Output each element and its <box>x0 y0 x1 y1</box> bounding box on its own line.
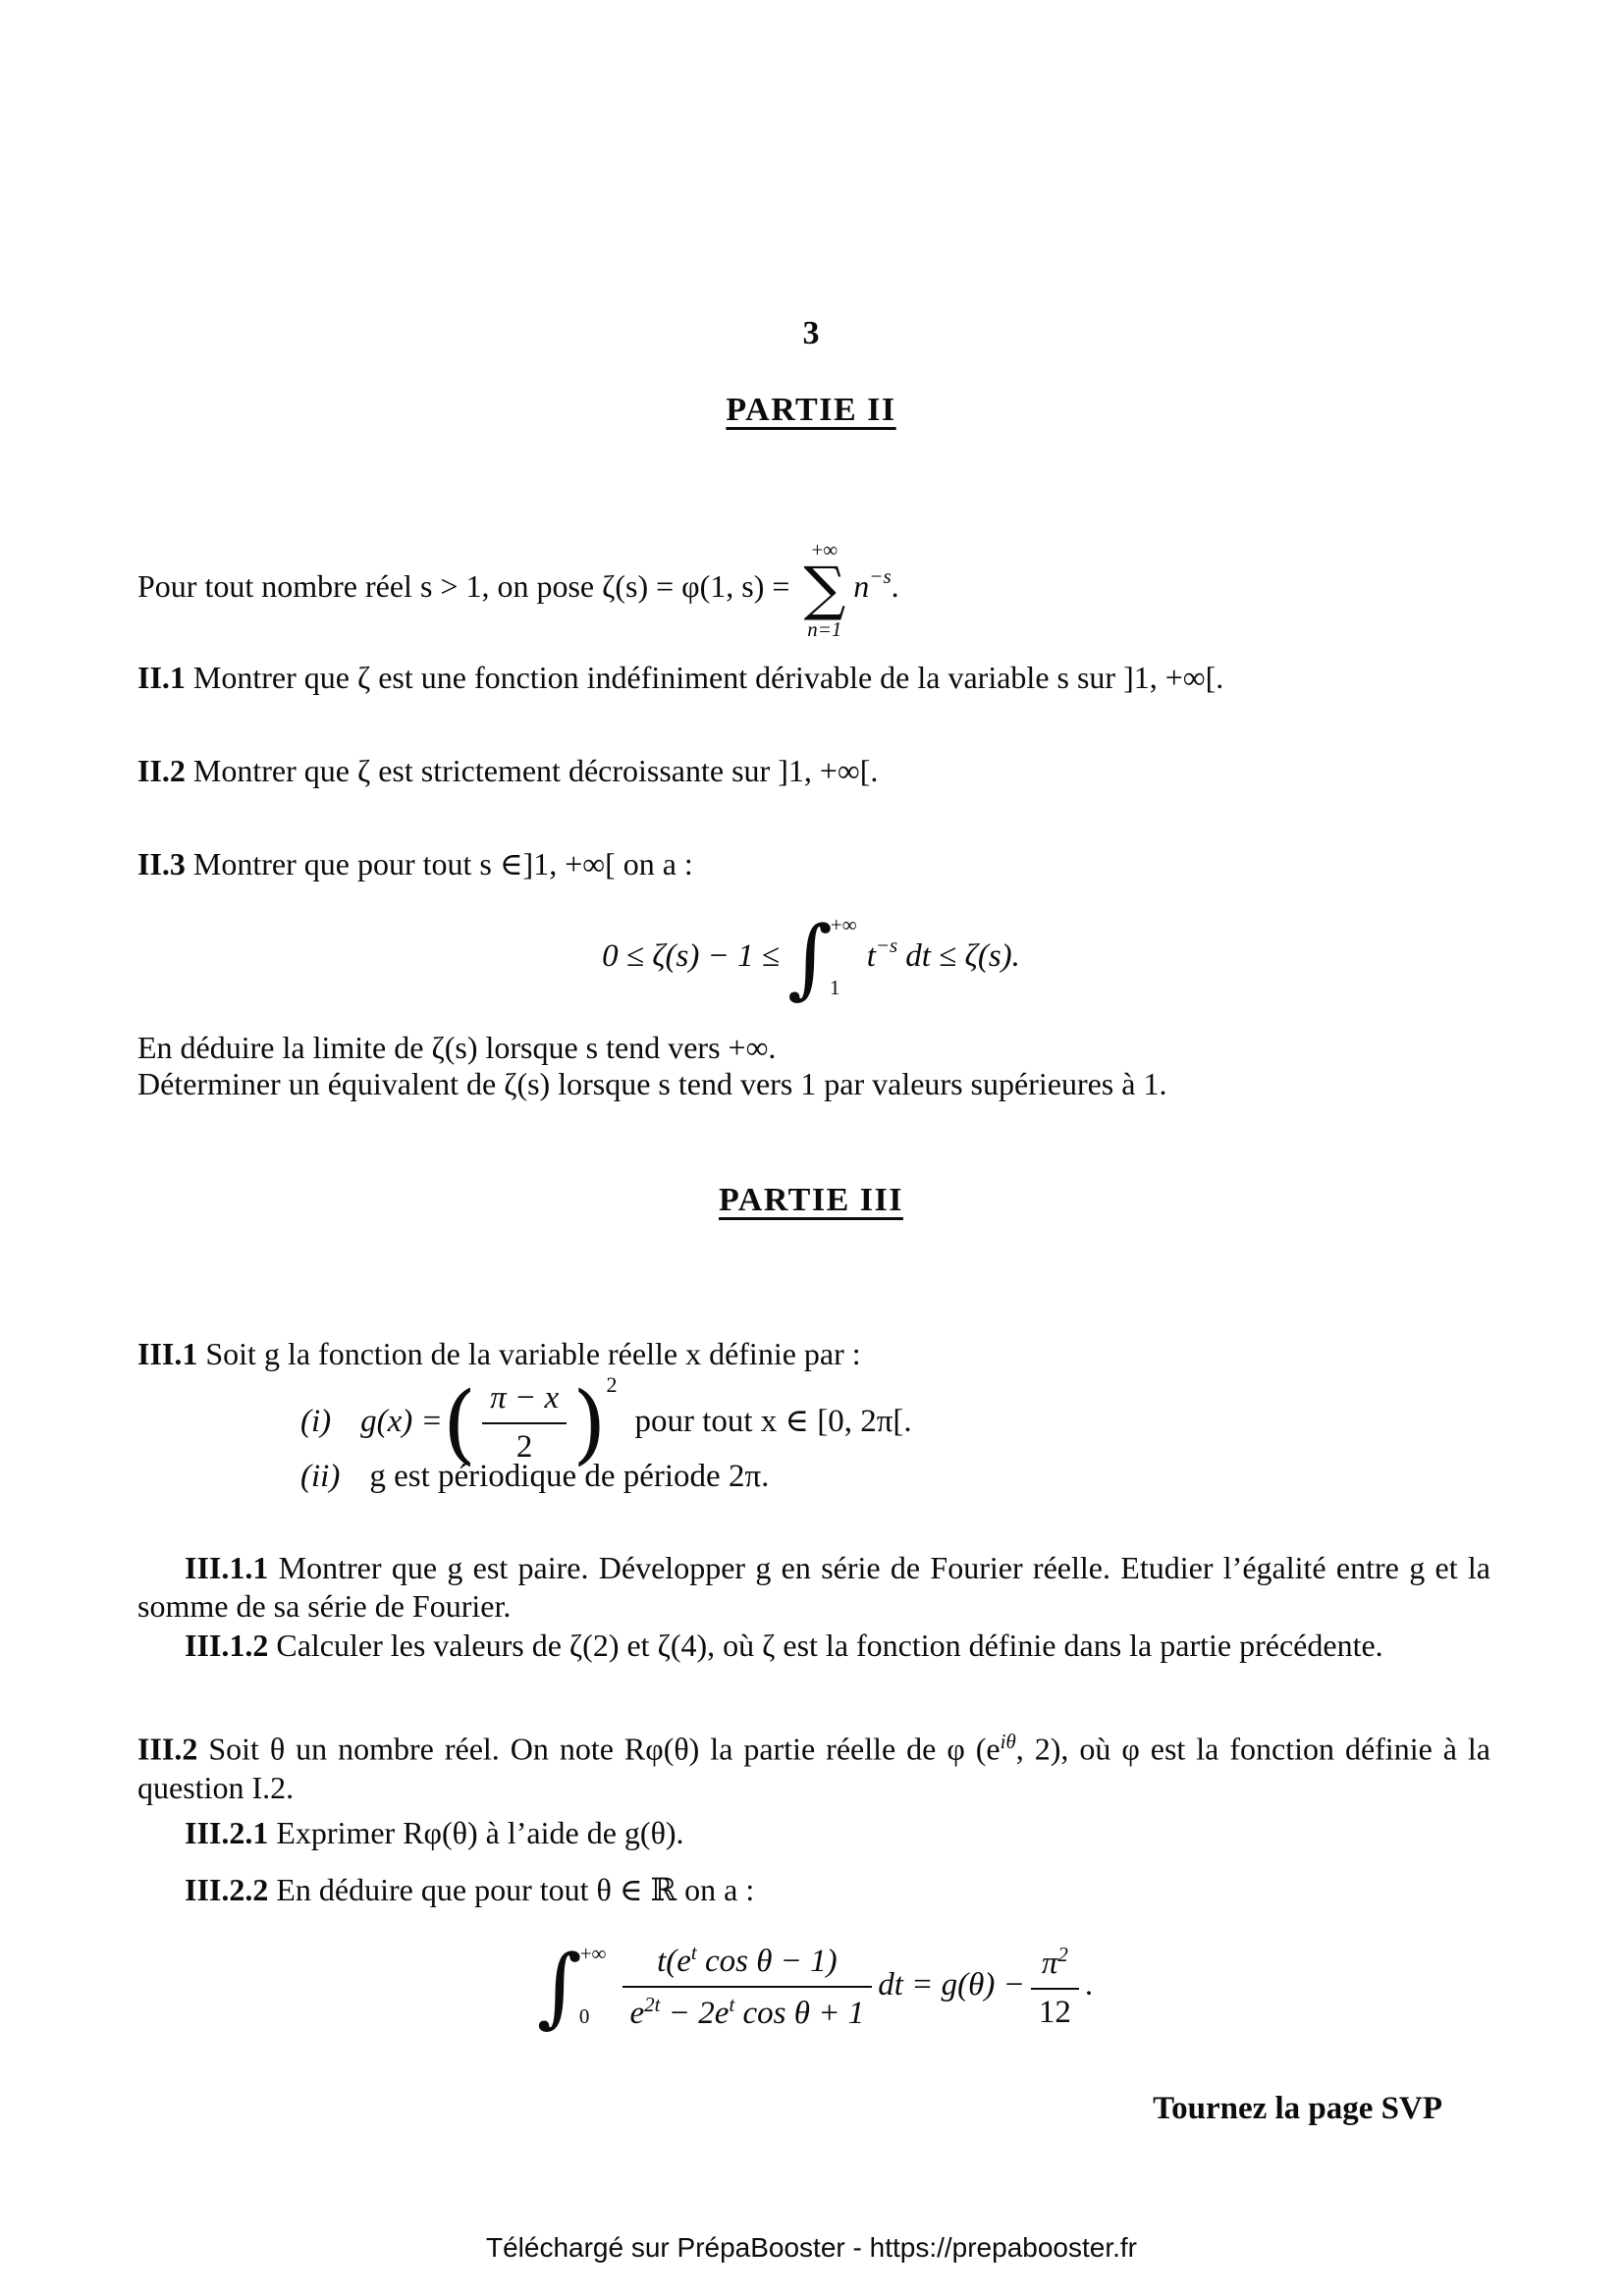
fraction-denominator: 2 <box>482 1422 567 1467</box>
download-footer: Téléchargé sur PrépaBooster - https://prepabooster.fr <box>485 2232 1138 2263</box>
e-exponent: iθ <box>1000 1730 1016 1753</box>
turn-page-note: Tournez la page SVP <box>1153 2091 1442 2126</box>
part2-title: PARTIE II <box>726 392 896 428</box>
final-fraction <box>622 1941 873 2033</box>
inequality-lhs: 0 ≤ ζ(s) − 1 ≤ <box>602 937 780 974</box>
fraction-pi-minus-x <box>482 1380 567 1467</box>
page-number: 3 <box>802 315 820 351</box>
integral-limits <box>830 911 857 1006</box>
integral-group <box>787 907 857 1008</box>
question-III-2-text-before: Soit θ un nombre réel. On note Rφ(θ) la partie réelle de φ (e <box>208 1731 1001 1767</box>
definition-ii-text: g est périodique de période 2π. <box>369 1459 770 1494</box>
sum-term-exponent: −s <box>869 563 892 588</box>
integrand-base: t <box>866 937 876 974</box>
sum-operator <box>803 538 845 641</box>
question-III-1-text: Soit g la fonction de la variable réelle x définie par : <box>205 1336 861 1371</box>
definition-i <box>300 1372 912 1474</box>
question-II-3-text: Montrer que pour tout s ∈]1, +∞[ on a : <box>192 846 693 881</box>
left-paren: ( <box>442 1372 477 1474</box>
intro-text: Pour tout nombre réel s > 1, on pose ζ(s) = φ(1, s) = <box>137 567 790 604</box>
question-II-2-label: II.2 <box>137 753 186 788</box>
final-lower-limit: 0 <box>578 2003 590 2028</box>
display-formula-final <box>137 1936 1485 2037</box>
final-fraction-numerator: $t(e^t$ cos θ − 1) <box>657 1941 838 1980</box>
question-II-2 <box>137 753 1512 789</box>
square-exponent: 2 <box>606 1372 618 1397</box>
question-III-1-2 <box>137 1627 1490 1665</box>
sigma-symbol: ∑ <box>803 555 846 624</box>
definition-i-condition: pour tout x ∈ [0, 2π[. <box>634 1404 912 1439</box>
final-integral-limits <box>578 1940 607 2035</box>
question-III-2-1-text: Exprimer Rφ(θ) à l’aide de g(θ). <box>276 1815 684 1850</box>
sum-upper-limit: +∞ <box>811 538 839 561</box>
question-II-3 <box>137 845 1512 882</box>
final-integral-sign: ∫ <box>536 1936 582 2037</box>
question-III-2-text-after: , 2), où φ est la fonction définie à la question I.2. <box>137 1731 1491 1805</box>
part2-intro-line <box>137 538 1512 641</box>
final-integral-group <box>536 1936 607 2037</box>
question-III-2-2-label: III.2.2 <box>185 1872 269 1907</box>
integral-upper-limit: +∞ <box>830 913 857 936</box>
question-III-1-1-text: Montrer que g est paire. Développer g en série de Fourier réelle. Etudier l’égalité entre g et la somme de sa série de Fourier. <box>137 1550 1491 1624</box>
part3-heading <box>137 1182 1485 1219</box>
inequality-rhs: dt ≤ ζ(s). <box>905 937 1020 974</box>
question-III-2-1 <box>137 1815 1512 1851</box>
integral-sign: ∫ <box>787 907 833 1008</box>
question-III-2-label: III.2 <box>137 1731 198 1767</box>
question-III-2-1-label: III.2.1 <box>185 1815 269 1850</box>
final-fraction-denominator: $e^{2t} - 2e^t$ cos θ + 1 <box>622 1986 873 2033</box>
integrand-exponent: −s <box>875 933 898 957</box>
definition-ii-tag: (ii) <box>300 1459 341 1494</box>
sum-term-base: n <box>853 567 870 604</box>
question-III-1-2-label: III.1.2 <box>185 1628 269 1663</box>
display-formula-inequality <box>137 907 1485 1008</box>
question-III-2 <box>137 1723 1490 1807</box>
intro-period: . <box>891 567 899 604</box>
question-II-1-text: Montrer que ζ est une fonction indéfiniment dérivable de la variable s sur ]1, +∞[. <box>192 660 1224 695</box>
question-II-1 <box>137 660 1512 696</box>
pi-squared-numerator: $\pi^2$ <box>1041 1942 1068 1981</box>
question-III-1 <box>137 1336 1512 1372</box>
question-II-3-label: II.3 <box>137 846 186 881</box>
pi-squared-fraction <box>1031 1943 1079 2032</box>
final-upper-limit: +∞ <box>579 1942 607 1965</box>
sum-lower-limit: n=1 <box>807 617 842 642</box>
definition-i-lhs: g(x) = <box>360 1404 443 1439</box>
definition-i-tag: (i) <box>300 1404 332 1439</box>
final-mid-expression: dt = g(θ) − <box>878 1966 1025 2002</box>
question-III-1-1 <box>137 1549 1490 1626</box>
question-II-1-label: II.1 <box>137 660 186 695</box>
final-period: . <box>1084 1966 1094 2002</box>
right-paren: ) <box>572 1372 607 1474</box>
part2-heading <box>137 392 1485 429</box>
question-III-2-2-text: En déduire que pour tout θ ∈ ℝ on a : <box>276 1872 755 1907</box>
deduce-limit-line: En déduire la limite de ζ(s) lorsque s tend vers +∞. <box>137 1030 777 1065</box>
definition-ii <box>300 1459 769 1495</box>
equivalent-line: Déterminer un équivalent de ζ(s) lorsque s tend vers 1 par valeurs supérieures à 1. <box>137 1066 1167 1101</box>
question-III-1-1-label: III.1.1 <box>185 1550 269 1585</box>
question-II-2-text: Montrer que ζ est strictement décroissante sur ]1, +∞[. <box>192 753 879 788</box>
part3-title: PARTIE III <box>719 1182 903 1218</box>
question-III-1-label: III.1 <box>137 1336 198 1371</box>
question-III-1-2-text: Calculer les valeurs de ζ(2) et ζ(4), où ζ est la fonction définie dans la partie précédente. <box>276 1628 1383 1663</box>
question-III-2-2 <box>137 1871 1512 1908</box>
fraction-numerator: π − x <box>490 1380 560 1416</box>
pi-squared-denominator: 12 <box>1031 1988 1079 2032</box>
integral-lower-limit: 1 <box>830 975 840 999</box>
